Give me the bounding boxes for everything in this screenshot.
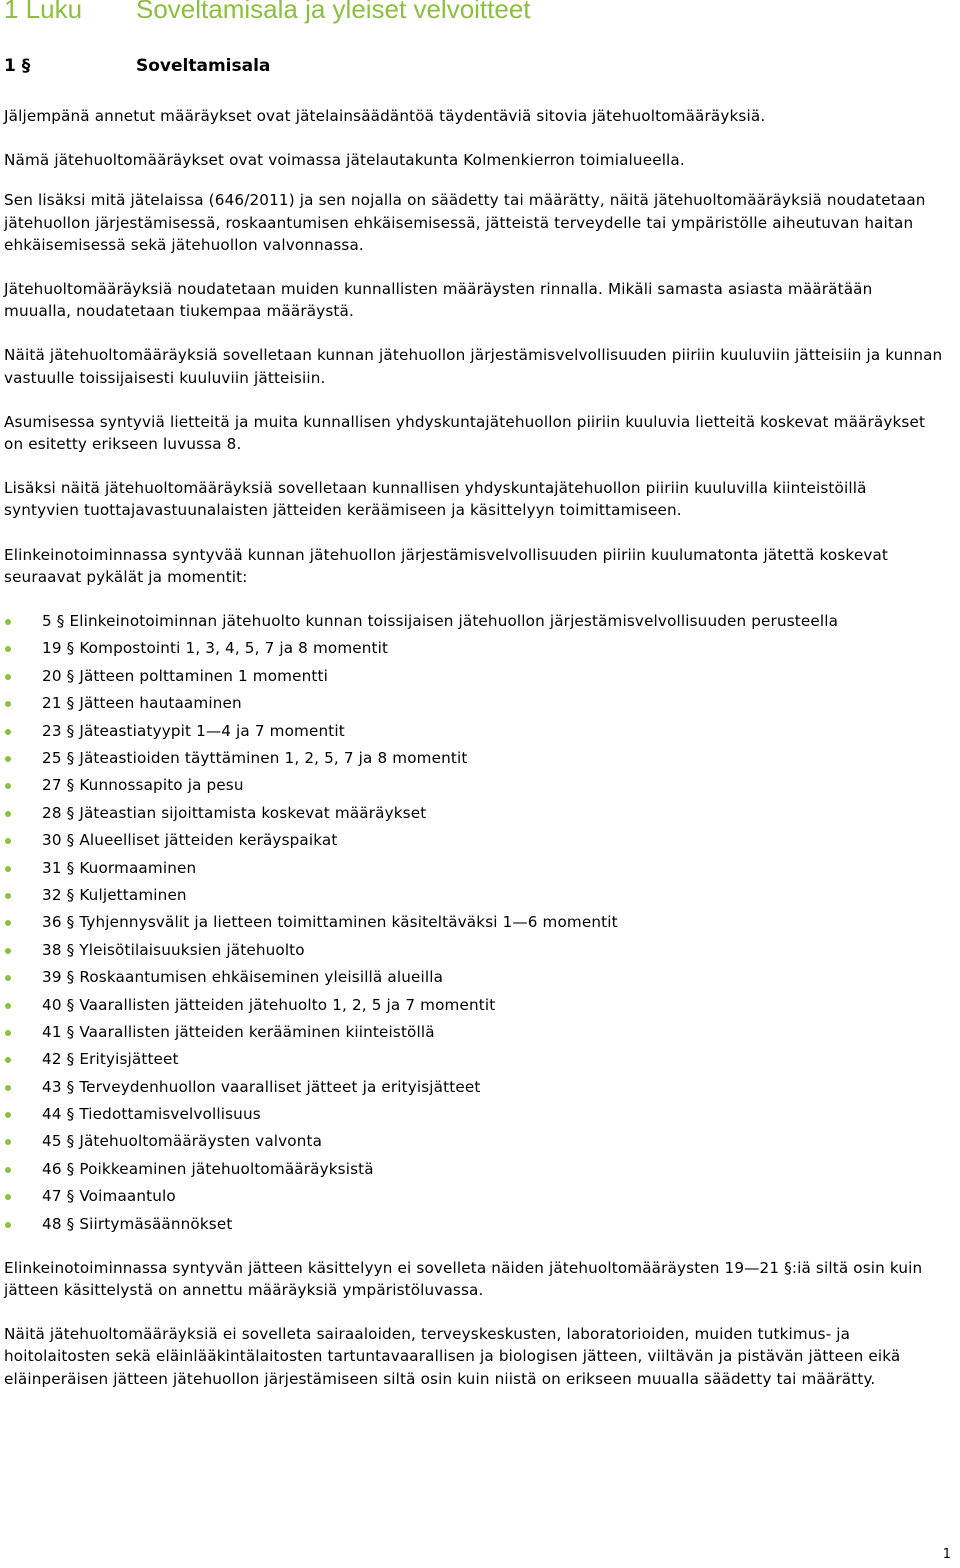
bullet-icon bbox=[5, 893, 11, 899]
chapter-heading bbox=[4, 0, 531, 25]
list-item bbox=[4, 994, 944, 1016]
paragraph: Jäljempänä annetut määräykset ovat jätelainsäädäntöä täydentäviä sitovia jätehuoltomääräyksiä. bbox=[4, 107, 766, 125]
paragraph: Näitä jätehuoltomääräyksiä ei sovelleta sairaaloiden, terveyskeskusten, laboratorioiden, muiden tutkimus- ja hoitolaitosten sekä eläinlääkintälaitosten tartuntavaarallisen ja biologisen jätteen, viiltävän ja pistävän jätteen eikä eläinperäisen jätteen jätehuollon järjestämiseen siltä osin kuin niistä on erikseen muualla säädetty tai määrätty. bbox=[4, 1325, 901, 1388]
list-item bbox=[4, 1158, 944, 1180]
chapter-number: 1 Luku bbox=[4, 0, 83, 24]
bullet-icon bbox=[5, 975, 11, 981]
bullet-icon bbox=[5, 1030, 11, 1036]
list-item bbox=[4, 774, 944, 796]
list-item bbox=[4, 1021, 944, 1043]
list-item bbox=[4, 747, 944, 769]
list-item-text: 45 § Jätehuoltomääräysten valvonta bbox=[42, 1132, 323, 1151]
bullet-icon bbox=[5, 1003, 11, 1009]
bullet-icon bbox=[5, 838, 11, 844]
paragraph: Sen lisäksi mitä jätelaissa (646/2011) ja sen nojalla on säädetty tai määrätty, näitä jätehuoltomääräyksiä noudatetaan jätehuollon järjestämisessä, roskaantumisen ehkäisemisessä, jätteistä terveydelle tai ympäristölle aiheutuvan haitan ehkäisemisessä sekä jätehuollon valvonnassa. bbox=[4, 191, 926, 254]
list-item-text: 20 § Jätteen polttaminen 1 momentti bbox=[42, 666, 328, 685]
list-item-text: 42 § Erityisjätteet bbox=[42, 1050, 179, 1069]
bullet-icon bbox=[5, 701, 11, 707]
list-item-text: 47 § Voimaantulo bbox=[42, 1187, 176, 1206]
list-item bbox=[4, 1076, 944, 1098]
list-item-text: 21 § Jätteen hautaaminen bbox=[42, 694, 242, 713]
list-item bbox=[4, 692, 944, 714]
bullet-icon bbox=[5, 866, 11, 872]
list-item bbox=[4, 1103, 944, 1125]
bullet-icon bbox=[5, 1194, 11, 1200]
paragraph: Elinkeinotoiminnassa syntyvää kunnan jätehuollon järjestämisvelvollisuuden piiriin kuulumatonta jätettä koskevat seuraavat pykälät ja momentit: bbox=[4, 545, 889, 586]
list-item-text: 5 § Elinkeinotoiminnan jätehuolto kunnan toissijaisen jätehuollon järjestämisvelvollisuuden perusteella bbox=[42, 612, 839, 631]
section-reference-list bbox=[4, 610, 944, 1235]
list-item-text: 39 § Roskaantumisen ehkäiseminen yleisillä alueilla bbox=[42, 968, 444, 987]
bullet-icon bbox=[5, 729, 11, 735]
list-item-text: 30 § Alueelliset jätteiden keräyspaikat bbox=[42, 831, 338, 850]
bullet-icon bbox=[5, 674, 11, 680]
list-item bbox=[4, 720, 944, 742]
list-item-text: 41 § Vaarallisten jätteiden kerääminen kiinteistöllä bbox=[42, 1022, 435, 1041]
list-item-text: 27 § Kunnossapito ja pesu bbox=[42, 776, 244, 795]
section-number: 1 § bbox=[4, 56, 31, 76]
paragraph: Elinkeinotoiminnassa syntyvän jätteen käsittelyyn ei sovelleta näiden jätehuoltomääräysten 19—21 §:iä siltä osin kuin jätteen käsittelystä on annettu määräyksiä ympäristöluvassa. bbox=[4, 1258, 923, 1300]
list-item bbox=[4, 1048, 944, 1070]
list-item bbox=[4, 857, 944, 879]
list-item-text: 46 § Poikkeaminen jätehuoltomääräyksistä bbox=[42, 1159, 374, 1178]
paragraph: Nämä jätehuoltomääräykset ovat voimassa jätelautakunta Kolmenkierron toimialueella. bbox=[4, 151, 685, 170]
list-item bbox=[4, 911, 944, 933]
list-item bbox=[4, 1130, 944, 1152]
section-title: Soveltamisala bbox=[136, 56, 271, 76]
list-item-text: 44 § Tiedottamisvelvollisuus bbox=[42, 1105, 261, 1124]
bullet-icon bbox=[5, 811, 11, 817]
bullet-icon bbox=[5, 1085, 11, 1091]
paragraph: Näitä jätehuoltomääräyksiä sovelletaan kunnan jätehuollon järjestämisvelvollisuuden piiriin kuuluviin jätteisiin ja kunnan vastuulle toissijaisesti kuuluviin jätteisiin. bbox=[4, 346, 943, 387]
page-number: 1 bbox=[942, 1547, 951, 1562]
list-item-text: 25 § Jäteastioiden täyttäminen 1, 2, 5, 7 ja 8 momentit bbox=[42, 749, 468, 767]
list-item-text: 32 § Kuljettaminen bbox=[42, 885, 187, 904]
section-heading bbox=[4, 56, 270, 76]
bullet-icon bbox=[5, 646, 11, 652]
bullet-icon bbox=[5, 1222, 11, 1228]
list-item bbox=[4, 637, 944, 659]
paragraph: Asumisessa syntyviä lietteitä ja muita kunnallisen yhdyskuntajätehuollon piiriin kuuluvia lietteitä koskevat määräykset on esitetty erikseen luvussa 8. bbox=[4, 412, 926, 454]
list-item bbox=[4, 610, 944, 632]
bullet-icon bbox=[5, 1167, 11, 1173]
chapter-title: Soveltamisala ja yleiset velvoitteet bbox=[136, 0, 531, 24]
list-item bbox=[4, 829, 944, 851]
bullet-icon bbox=[5, 1112, 11, 1118]
list-item-text: 40 § Vaarallisten jätteiden jätehuolto 1, 2, 5 ja 7 momentit bbox=[42, 995, 496, 1014]
bullet-icon bbox=[5, 619, 11, 625]
list-item bbox=[4, 665, 944, 687]
paragraph: Jätehuoltomääräyksiä noudatetaan muiden kunnallisten määräysten rinnalla. Mikäli samasta asiasta määrätään muualla, noudatetaan tiukempaa määräystä. bbox=[4, 280, 873, 321]
list-item-text: 36 § Tyhjennysvälit ja lietteen toimittaminen käsiteltäväksi 1—6 momentit bbox=[42, 913, 618, 932]
bullet-icon bbox=[5, 1139, 11, 1145]
bullet-icon bbox=[5, 783, 11, 789]
bullet-icon bbox=[5, 756, 11, 762]
list-item-text: 43 § Terveydenhuollon vaaralliset jätteet ja erityisjätteet bbox=[42, 1077, 481, 1096]
bullet-icon bbox=[5, 948, 11, 954]
paragraph: Lisäksi näitä jätehuoltomääräyksiä sovelletaan kunnallisen yhdyskuntajätehuollon piiriin kuuluvilla kiinteistöillä syntyvien tuottajavastuunalaisten jätteiden keräämiseen ja käsittelyyn toimittamiseen. bbox=[4, 479, 867, 520]
list-item-text: 38 § Yleisötilaisuuksien jätehuolto bbox=[42, 940, 305, 959]
bullet-icon bbox=[5, 920, 11, 926]
list-item-text: 23 § Jäteastiatyypit 1—4 ja 7 momentit bbox=[42, 721, 345, 740]
list-item-text: 31 § Kuormaaminen bbox=[42, 858, 197, 877]
bullet-icon bbox=[5, 1057, 11, 1063]
list-item bbox=[4, 884, 944, 906]
list-item bbox=[4, 1213, 944, 1235]
list-item bbox=[4, 1185, 944, 1207]
document-body bbox=[4, 105, 944, 1412]
list-item bbox=[4, 802, 944, 824]
list-item-text: 19 § Kompostointi 1, 3, 4, 5, 7 ja 8 momentit bbox=[42, 639, 389, 658]
list-item-text: 28 § Jäteastian sijoittamista koskevat määräykset bbox=[42, 803, 427, 822]
list-item bbox=[4, 939, 944, 961]
list-item bbox=[4, 966, 944, 988]
list-item-text: 48 § Siirtymäsäännökset bbox=[42, 1214, 233, 1233]
